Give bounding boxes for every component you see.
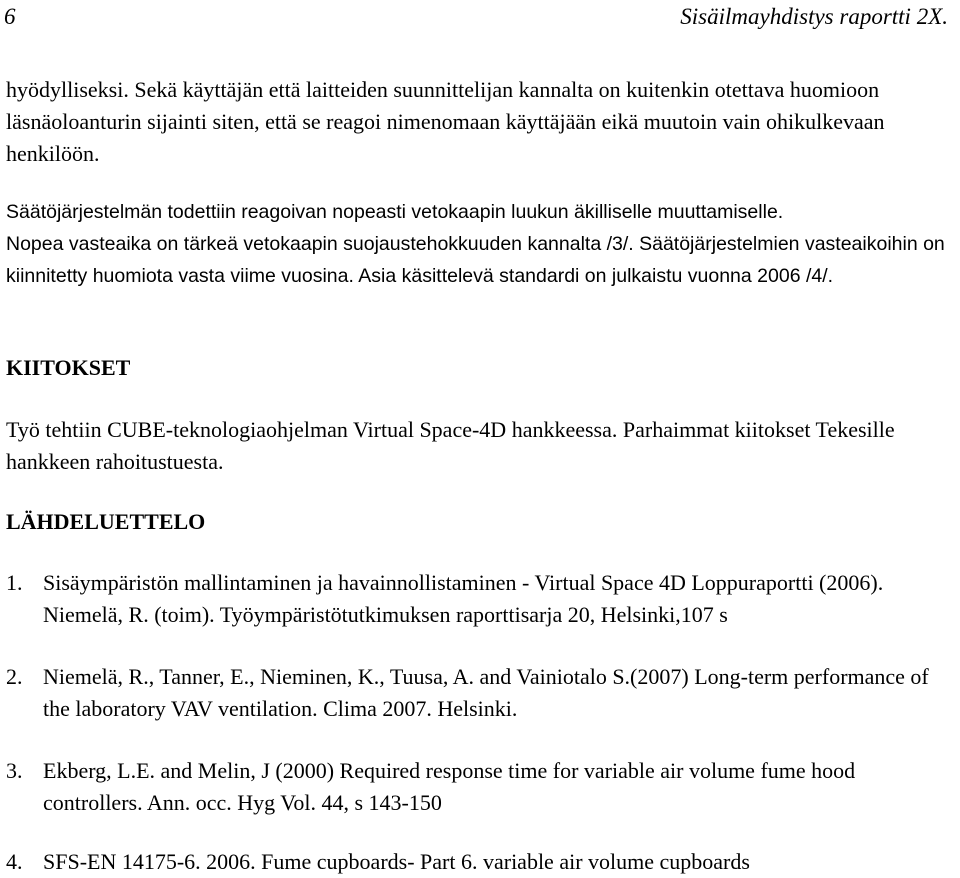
reference-item [6, 661, 951, 725]
paragraph-control-response: Säätöjärjestelmän todettiin reagoivan nopeasti vetokaapin luukun äkilliselle muuttamiselle. [6, 201, 784, 223]
page-header [4, 2, 948, 36]
reference-number: 2. [6, 664, 23, 689]
reference-text: SFS-EN 14175-6. 2006. Fume cupboards- Part 6. variable air volume cupboards [43, 849, 750, 874]
acknowledgements-text: Työ tehtiin CUBE-teknologiaohjelman Virtual Space-4D hankkeessa. Parhaimmat kiitokset Tekesille hankkeen rahoitustuesta. [6, 417, 895, 474]
reference-text: Niemelä, R., Tanner, E., Nieminen, K., Tuusa, A. and Vainiotalo S.(2007) Long-term performance of the laboratory VAV ventilation. Clima 2007. Helsinki. [43, 664, 929, 721]
reference-item [6, 846, 951, 878]
reference-item [6, 755, 951, 819]
reference-item [6, 567, 951, 631]
reference-number: 4. [6, 849, 23, 874]
running-title: Sisäilmayhdistys raportti 2X. [680, 4, 948, 29]
reference-text: Ekberg, L.E. and Melin, J (2000) Required response time for variable air volume fume hood controllers. Ann. occ. Hyg Vol. 44, s 143-150 [43, 758, 856, 815]
page-number: 6 [4, 4, 16, 29]
reference-number: 1. [6, 570, 23, 595]
reference-number: 3. [6, 758, 23, 783]
acknowledgements-heading: KIITOKSET [6, 355, 131, 380]
references-heading: LÄHDELUETTELO [6, 509, 206, 534]
reference-text: Sisäympäristön mallintaminen ja havainnollistaminen - Virtual Space 4D Loppuraportti (2006). Niemelä, R. (toim). Työympäristötutkimuksen raporttisarja 20, Helsinki,107 s [43, 570, 884, 627]
paragraph-presence-sensor: hyödylliseksi. Sekä käyttäjän että laitteiden suunnittelijan kannalta on kuitenkin otettava huomioon läsnäoloanturin sijainti siten, että se reagoi nimenomaan käyttäjään eikä muutoin vain ohikulkevaan henkilöön. [6, 77, 885, 166]
paragraph-response-time: Nopea vasteaika on tärkeä vetokaapin suojaustehokkuuden kannalta /3/. Säätöjärjestelmien vasteaikoihin on kiinnitetty huomiota vasta viime vuosina. Asia käsittelevä standardi on julkaistu vuonna 2006 /4/. [6, 233, 945, 287]
